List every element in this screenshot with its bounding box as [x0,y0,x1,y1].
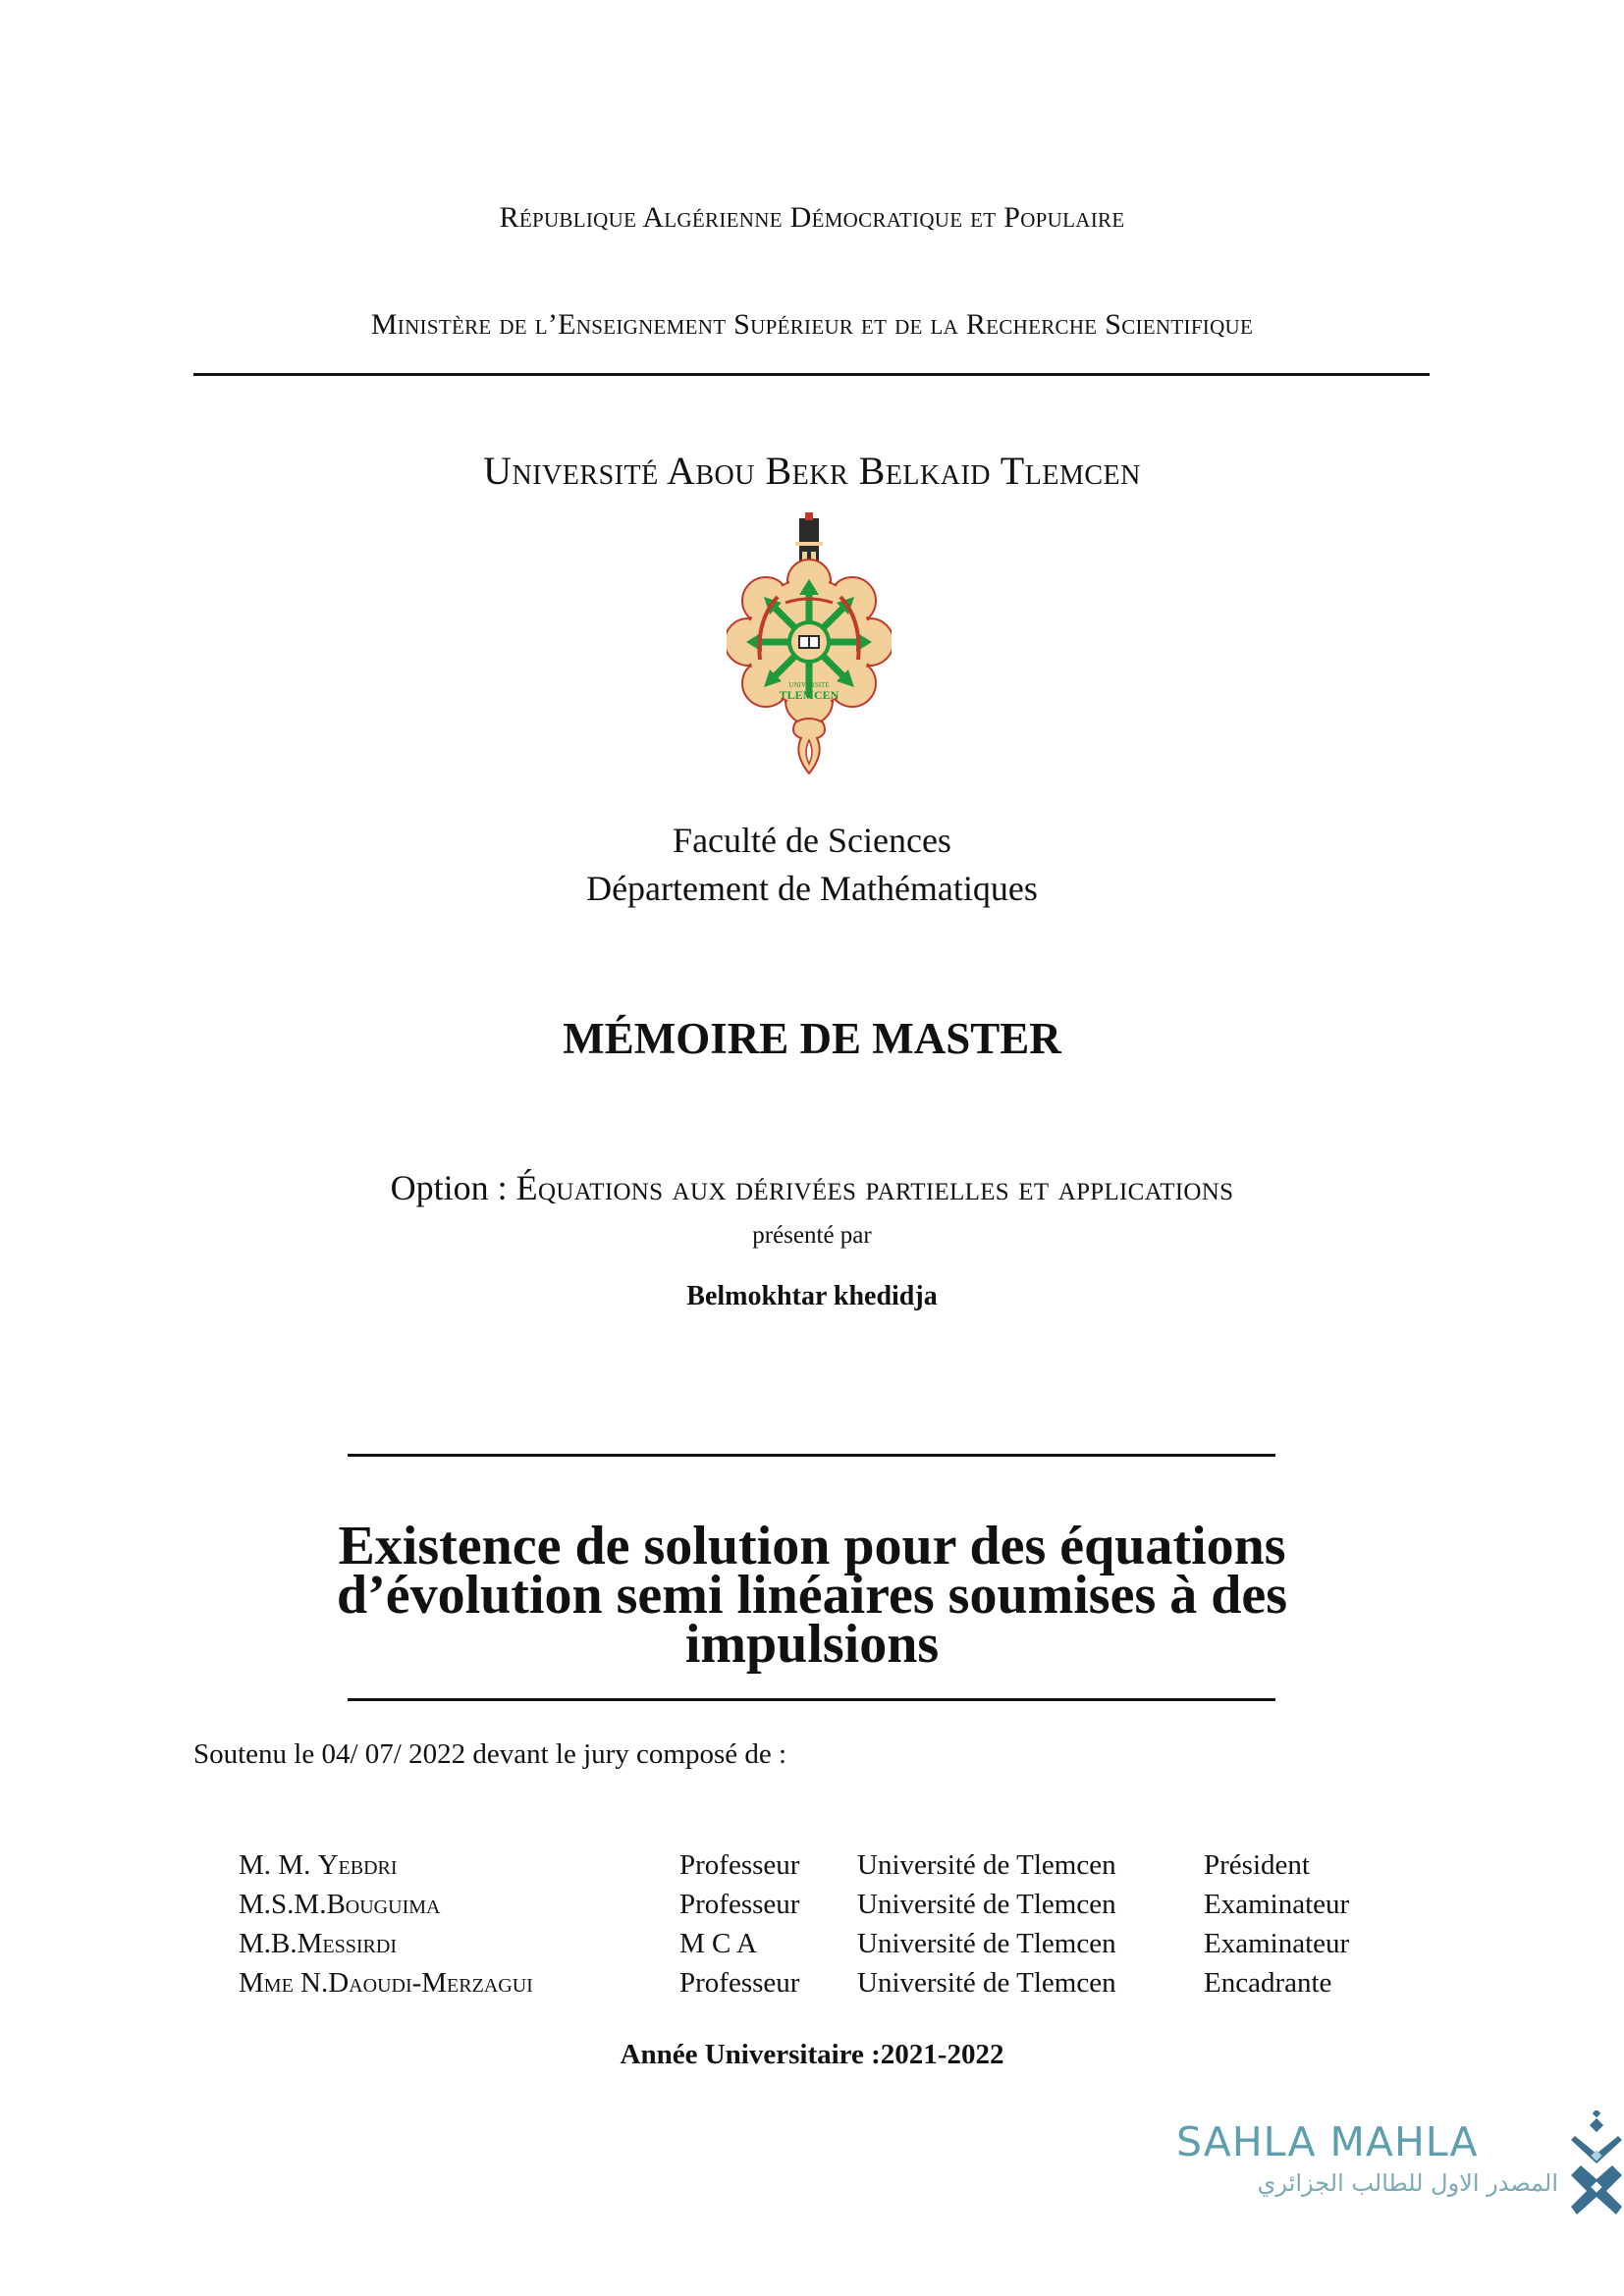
title-line-1: Existence de solution pour des équations [338,1516,1286,1576]
jury-member-institution: Université de Tlemcen [857,1889,1116,1920]
university-crest-icon [727,512,892,775]
watermark-brand: SAHLA MAHLA [1176,2118,1479,2165]
jury-member-institution: Université de Tlemcen [857,1967,1116,1999]
academic-year: Année Universitaire :2021-2022 [620,2039,1004,2070]
jury-member-role: Examinateur [1204,1928,1350,1959]
header-rule [193,373,1430,376]
thesis-title [196,1516,1428,1675]
jury-member-name: M.S.M.Bouguima [239,1889,441,1920]
jury-member-name: Mme N.Daoudi-Merzagui [239,1967,533,1999]
jury-row [239,1963,1349,2002]
title-bottom-rule [348,1698,1275,1701]
faculty-name: Faculté de Sciences [673,821,951,860]
title-top-rule [348,1454,1275,1457]
jury-table [239,1845,1349,2002]
jury-member-rank: Professeur [679,1849,800,1881]
ministry-heading: Ministère de l’Enseignement Supérieur et de la Recherche Scientifique [370,308,1254,341]
presented-by: présenté par [752,1222,872,1249]
jury-member-rank: Professeur [679,1889,800,1920]
republic-heading: République Algérienne Démocratique et Populaire [499,201,1125,234]
jury-row [239,1885,1349,1924]
jury-member-name: M.B.Messirdi [239,1928,397,1959]
sahla-mahla-logo-icon [1567,2110,1624,2216]
jury-member-rank: M C A [679,1928,757,1959]
document-type: MÉMOIRE DE MASTER [563,1014,1061,1063]
defense-statement: Soutenu le 04/ 07/ 2022 devant le jury composé de : [193,1738,787,1770]
university-name: Université Abou Bekr Belkaid Tlemcen [483,449,1141,493]
watermark-tagline: المصدر الاول للطالب الجزائري [1257,2169,1558,2197]
svg-text:TLEMCEN: TLEMCEN [779,688,839,702]
jury-member-role: Président [1204,1849,1310,1881]
jury-member-institution: Université de Tlemcen [857,1849,1116,1881]
jury-row [239,1845,1349,1885]
sahla-mahla-watermark [1176,2110,1624,2228]
title-line-3: impulsions [684,1614,940,1675]
jury-member-rank: Professeur [679,1967,800,1999]
option-line [0,1170,1624,1205]
title-line-2: d’évolution semi linéaires soumises à des [336,1565,1288,1626]
jury-member-institution: Université de Tlemcen [857,1928,1116,1959]
option-value: Équations aux dérivées partielles et applications [515,1168,1234,1207]
author-name: Belmokhtar khedidja [686,1281,938,1311]
jury-member-role: Examinateur [1204,1889,1350,1920]
department-name: Département de Mathématiques [586,869,1038,908]
jury-member-name: M. M. Yebdri [239,1849,398,1881]
jury-member-role: Encadrante [1204,1967,1332,1999]
jury-row [239,1924,1349,1963]
svg-text:UNIVERSITE: UNIVERSITE [788,681,830,689]
option-label: Option : [390,1168,516,1207]
